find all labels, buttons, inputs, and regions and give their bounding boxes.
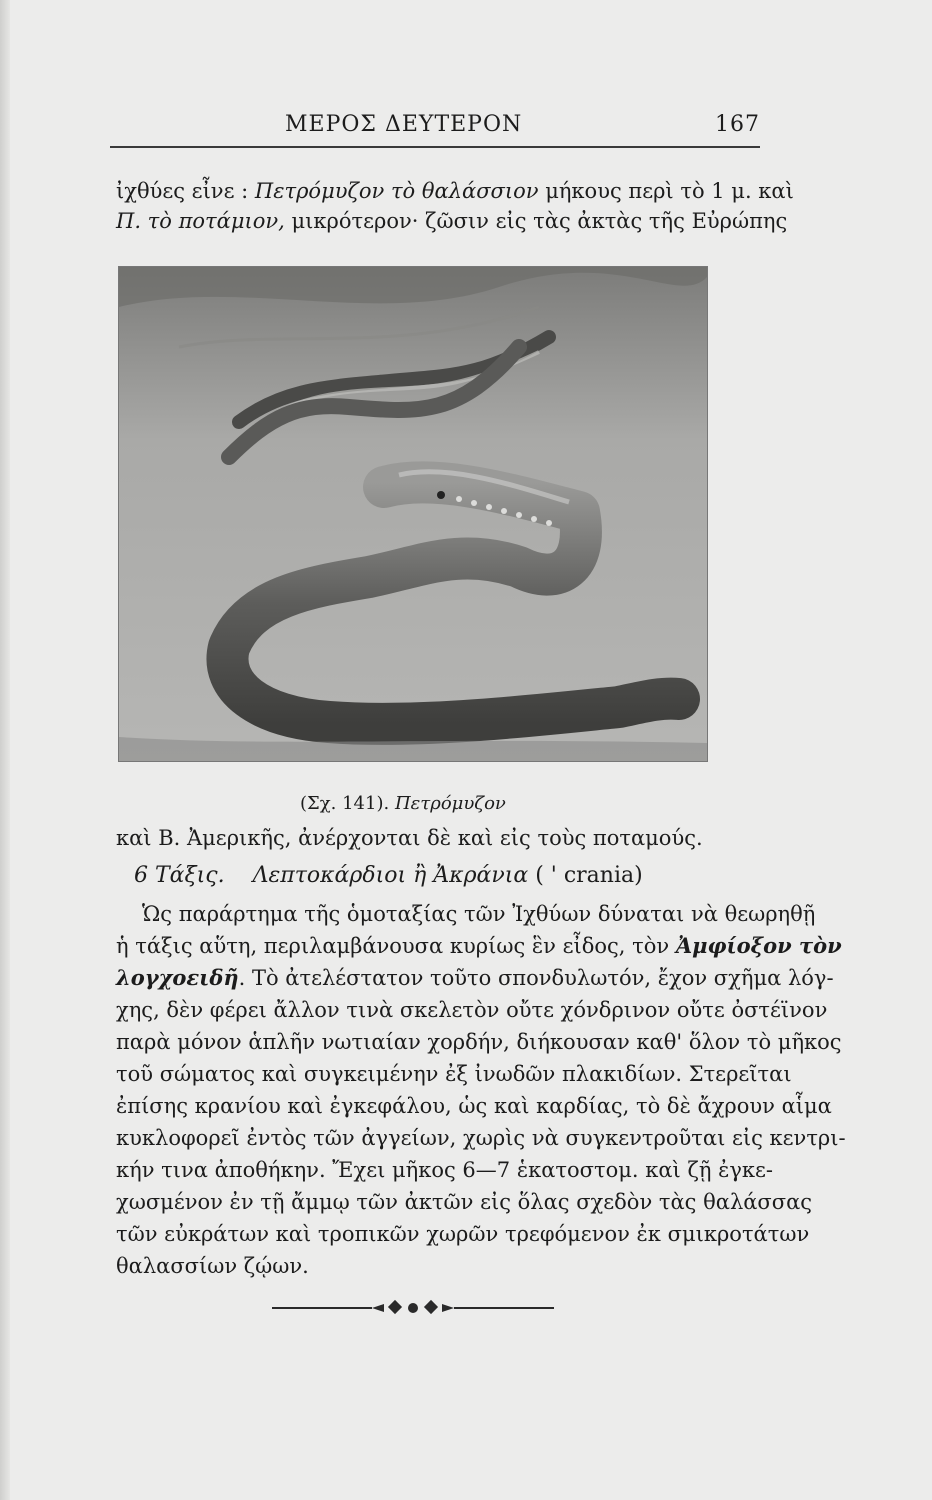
species-name: λογχοειδῆ	[116, 965, 239, 990]
figure-caption	[300, 793, 506, 814]
body-line: τῶν εὐκράτων καὶ τροπικῶν χωρῶν τρεφόμενον ἐκ σμικροτάτων	[116, 1222, 810, 1246]
body-line	[116, 932, 842, 960]
figure-title: Πετρόμυζον	[394, 793, 506, 814]
species-name: Π. τὸ ποτάμιον,	[116, 209, 285, 233]
section-number: 6 Τάξις.	[134, 863, 225, 888]
page-header	[110, 108, 760, 142]
intro-text: μήκους περὶ τὸ 1 μ. καὶ	[538, 179, 794, 203]
body-line: ἐπίσης κρανίου καὶ ἐγκεφάλου, ὡς καὶ καρδίας, τὸ δὲ ἄχρουν αἷμα	[116, 1094, 832, 1118]
figure-number: (Σχ. 141).	[300, 793, 390, 814]
section-heading	[134, 862, 784, 890]
species-name: Πετρόμυζον τὸ θαλάσσιον	[254, 179, 539, 203]
body-line: Ὡς παράρτημα τῆς ὁμοταξίας τῶν Ἰχθύων δύναται νὰ θεωρηθῇ	[142, 902, 816, 926]
body-text: ἡ τάξις αὕτη, περιλαμβάνουσα κυρίως ἓν εἶδος, τὸν	[116, 934, 676, 958]
intro-line-2	[116, 207, 788, 235]
body-line: κήν τινα ἀποθήκην. Ἔχει μῆκος 6—7 ἑκατοστομ. καὶ ζῇ ἐγκε-	[116, 1158, 774, 1182]
body-line: τοῦ σώματος καὶ συγκειμένην ἐξ ἰνωδῶν πλακιδίων. Στερεῖται	[116, 1062, 792, 1086]
lamprey-engraving	[118, 266, 708, 762]
running-title: ΜΕΡΟΣ ΔΕΥΤΕΡΟΝ	[285, 112, 523, 137]
section-latin-name: ( ' crania)	[535, 863, 643, 888]
body-line: θαλασσίων ζῴων.	[116, 1254, 309, 1278]
intro-text: ἰχθύες εἶνε :	[116, 179, 255, 203]
header-rule	[110, 146, 760, 148]
body-line	[116, 964, 834, 992]
body-line: κυκλοφορεῖ ἐντὸς τῶν ἀγγείων, χωρὶς νὰ συγκεντροῦται εἰς κεντρι-	[116, 1126, 846, 1150]
intro-text: μικρότερον· ζῶσιν εἰς τὰς ἀκτὰς τῆς Εὐρώπης	[284, 209, 788, 233]
lamprey-illustration	[119, 267, 707, 761]
intro-line-1	[116, 177, 794, 205]
body-line: χωσμένον ἐν τῇ ἄμμῳ τῶν ἀκτῶν εἰς ὅλας σχεδὸν τὰς θαλάσσας	[116, 1190, 813, 1214]
section-title: Λεπτοκάρδιοι ἢ Ἀκράνια	[252, 863, 529, 888]
body-line: καὶ Β. Ἀμερικῆς, ἀνέρχονται δὲ καὶ εἰς τοὺς ποταμούς.	[116, 826, 703, 850]
page-number: 167	[715, 112, 760, 137]
end-ornament	[272, 1296, 554, 1320]
body-line: χης, δὲν φέρει ἄλλον τινὰ σκελετὸν οὔτε χόνδρινον οὔτε ὀστέϊνον	[116, 998, 828, 1022]
page-binding-edge	[0, 0, 10, 1500]
species-name: Ἀμφίοξον τὸν	[675, 933, 842, 958]
body-line: παρὰ μόνον ἁπλῆν νωτιαίαν χορδήν, διήκουσαν καθ' ὅλον τὸ μῆκος	[116, 1030, 842, 1054]
body-text: . Τὸ ἀτελέστατον τοῦτο σπονδυλωτόν, ἔχον σχῆμα λόγ-	[238, 966, 834, 990]
